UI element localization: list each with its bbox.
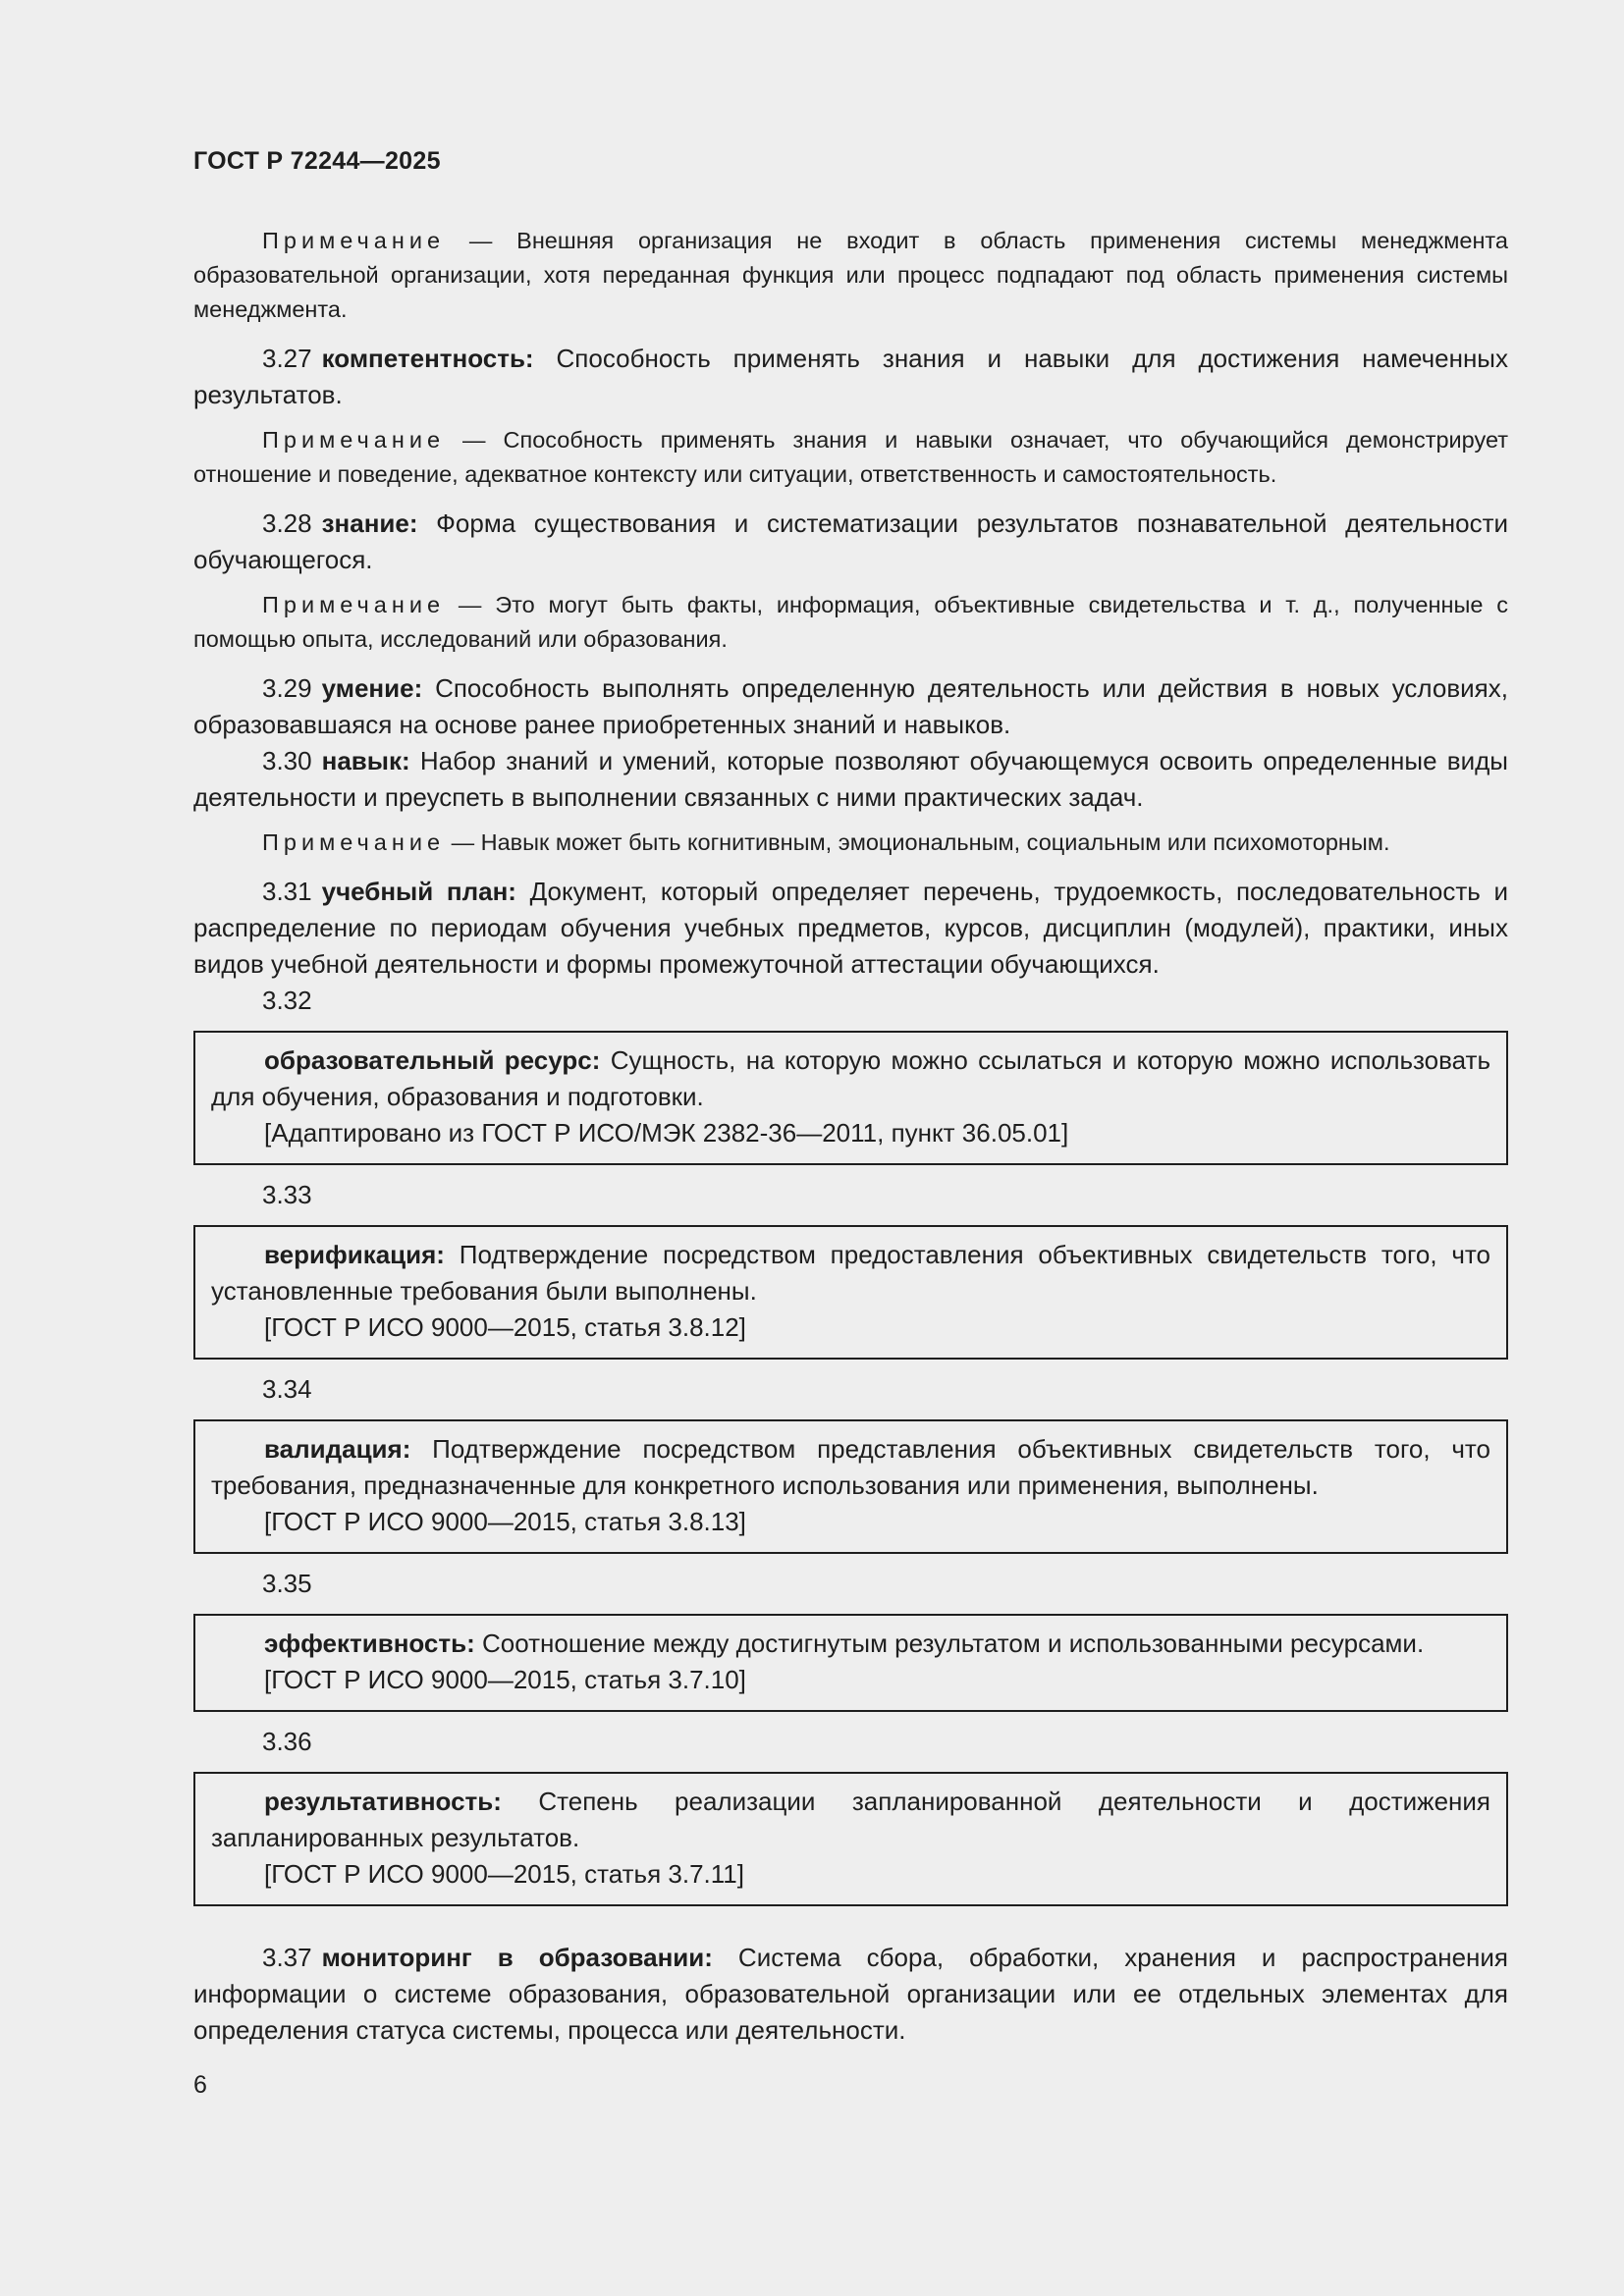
term-name: компетентность: bbox=[321, 344, 534, 373]
term-name: эффективность: bbox=[264, 1629, 475, 1658]
term-number-3-36: 3.36 bbox=[262, 1727, 312, 1756]
term-definition: Степень реализации запланированной деятельности и достижения запланированных результатов. bbox=[211, 1787, 1490, 1852]
term-number: 3.31 bbox=[262, 877, 312, 906]
term-definition: Подтверждение посредством представления объективных свидетельств того, что требования, предназначенные для конкретного использования или применения, выполнены. bbox=[211, 1434, 1490, 1500]
term-3-28 bbox=[193, 506, 1508, 578]
term-box-3-36 bbox=[193, 1772, 1508, 1906]
term-box-3-34 bbox=[193, 1419, 1508, 1554]
term-name: валидация: bbox=[264, 1434, 411, 1464]
term-name: умение: bbox=[321, 673, 423, 703]
term-3-33 bbox=[211, 1237, 1490, 1309]
term-source: [ГОСТ Р ИСО 9000—2015, статья 3.7.11] bbox=[264, 1859, 744, 1889]
term-source: [Адаптировано из ГОСТ Р ИСО/МЭК 2382-36—2011, пункт 36.05.01] bbox=[264, 1118, 1069, 1148]
term-definition: Способность выполнять определенную деятельность или действия в новых условиях, образовавшаяся на основе ранее приобретенных знаний и навыков. bbox=[193, 673, 1508, 739]
note bbox=[193, 826, 1508, 860]
note bbox=[193, 423, 1508, 492]
term-source: [ГОСТ Р ИСО 9000—2015, статья 3.7.10] bbox=[264, 1665, 746, 1694]
term-number: 3.37 bbox=[262, 1943, 312, 1972]
note bbox=[193, 588, 1508, 657]
term-number-3-35: 3.35 bbox=[262, 1569, 312, 1598]
term-name: учебный план: bbox=[321, 877, 516, 906]
term-name: навык: bbox=[321, 746, 410, 775]
term-number: 3.27 bbox=[262, 344, 312, 373]
term-definition: Набор знаний и умений, которые позволяют обучающемуся освоить определенные виды деятельности и преуспеть в выполнении связанных с ними практических задач. bbox=[193, 746, 1508, 812]
term-definition: Подтверждение посредством предоставления объективных свидетельств того, что установленные требования были выполнены. bbox=[211, 1240, 1490, 1306]
term-name: знание: bbox=[321, 508, 418, 538]
term-definition: Система сбора, обработки, хранения и распространения информации о системе образования, образовательной организации или ее отдельных элементах для определения статуса системы, процесса или деятельности. bbox=[193, 1943, 1508, 2045]
term-box-3-35 bbox=[193, 1614, 1508, 1712]
term-3-37 bbox=[193, 1940, 1508, 2049]
term-number-3-32: 3.32 bbox=[262, 986, 312, 1015]
term-source: [ГОСТ Р ИСО 9000—2015, статья 3.8.13] bbox=[264, 1507, 746, 1536]
note-text: — Навык может быть когнитивным, эмоциональным, социальным или психомоторным. bbox=[451, 829, 1390, 855]
term-box-3-33 bbox=[193, 1225, 1508, 1360]
document-header: ГОСТ Р 72244—2025 bbox=[193, 147, 441, 175]
term-3-31 bbox=[193, 874, 1508, 983]
note-text: — Это могут быть факты, информация, объективные свидетельства и т. д., полученные с помощью опыта, исследований или образования. bbox=[193, 592, 1509, 652]
note-text: — Внешняя организация не входит в область применения системы менеджмента образовательной организации, хотя переданная функция или процесс подпадают под область применения системы менеджмента. bbox=[193, 228, 1508, 322]
term-source: [ГОСТ Р ИСО 9000—2015, статья 3.8.12] bbox=[264, 1312, 746, 1342]
term-definition: Документ, который определяет перечень, трудоемкость, последовательность и распределение по периодам обучения учебных предметов, курсов, дисциплин (модулей), практики, иных видов учебной деятельности и формы промежуточной аттестации обучающихся. bbox=[193, 877, 1508, 979]
term-number-3-34: 3.34 bbox=[262, 1374, 312, 1404]
term-number: 3.30 bbox=[262, 746, 312, 775]
term-name: образовательный ресурс: bbox=[264, 1045, 601, 1075]
term-definition: Форма существования и систематизации результатов познавательной деятельности обучающегося. bbox=[193, 508, 1508, 574]
note-label: Примечание bbox=[262, 427, 446, 453]
note-label: Примечание bbox=[262, 829, 446, 855]
page-number: 6 bbox=[193, 2071, 207, 2099]
term-number: 3.28 bbox=[262, 508, 312, 538]
term-3-29 bbox=[193, 670, 1508, 743]
term-name: результативность: bbox=[264, 1787, 502, 1816]
note-label: Примечание bbox=[262, 228, 446, 253]
term-definition: Способность применять знания и навыки для достижения намеченных результатов. bbox=[193, 344, 1508, 409]
term-number-3-33: 3.33 bbox=[262, 1180, 312, 1209]
term-name: верификация: bbox=[264, 1240, 445, 1269]
term-3-35 bbox=[211, 1626, 1490, 1662]
document-body bbox=[193, 224, 1508, 2049]
term-3-30 bbox=[193, 743, 1508, 816]
term-3-36 bbox=[211, 1784, 1490, 1856]
term-3-27 bbox=[193, 341, 1508, 413]
term-definition: Сущность, на которую можно ссылаться и которую можно использовать для обучения, образования и подготовки. bbox=[211, 1045, 1490, 1111]
term-definition: Соотношение между достигнутым результатом и использованными ресурсами. bbox=[474, 1629, 1425, 1658]
term-box-3-32 bbox=[193, 1031, 1508, 1165]
term-3-34 bbox=[211, 1431, 1490, 1504]
note-label: Примечание bbox=[262, 592, 446, 617]
term-3-32 bbox=[211, 1042, 1490, 1115]
note bbox=[193, 224, 1508, 327]
note-text: — Способность применять знания и навыки означает, что обучающийся демонстрирует отношение и поведение, адекватное контексту или ситуации, ответственность и самостоятельность. bbox=[193, 427, 1509, 487]
term-name: мониторинг в образовании: bbox=[321, 1943, 713, 1972]
term-number: 3.29 bbox=[262, 673, 312, 703]
